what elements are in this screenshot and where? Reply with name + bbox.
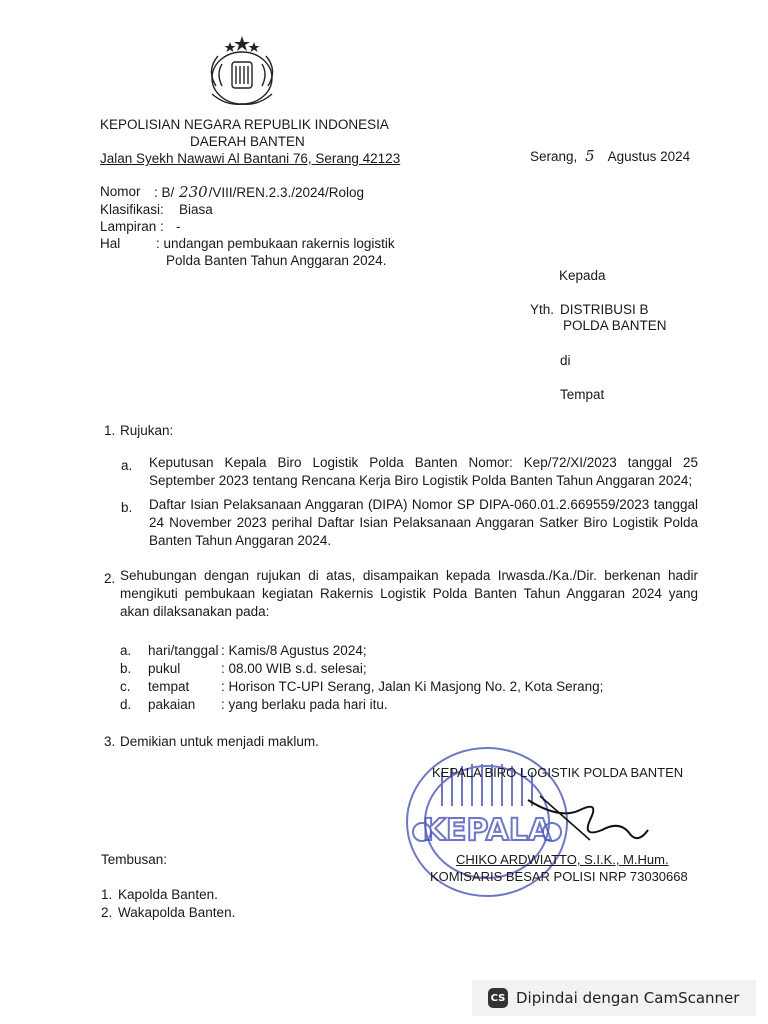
p3-text: Demikian untuk menjadi maklum.: [120, 734, 319, 749]
p1-title: Rujukan:: [120, 423, 174, 438]
klasifikasi-value: Biasa: [179, 202, 213, 217]
lampiran-label: Lampiran :: [100, 219, 164, 234]
hal-label: Hal: [100, 236, 121, 251]
addressee-line2: POLDA BANTEN: [563, 318, 667, 333]
detail-value-d: : yang berlaku pada hari itu.: [221, 697, 388, 712]
kepada-label: Kepada: [559, 268, 606, 283]
stamp-text: KEPALA: [422, 813, 552, 848]
handwritten-signature-icon: [520, 790, 660, 850]
detail-label-d: pakaian: [148, 697, 196, 712]
tembusan-item-1: Kapolda Banten.: [118, 887, 218, 902]
p3-number: 3.: [104, 734, 116, 749]
tembusan-item-2: Wakapolda Banten.: [118, 905, 236, 920]
police-emblem-icon: [196, 34, 288, 110]
tembusan-num-1: 1.: [101, 887, 113, 902]
date-month-year: Agustus 2024: [607, 149, 691, 164]
klasifikasi-label: Klasifikasi:: [100, 202, 164, 217]
detail-label-a: hari/tanggal: [148, 643, 219, 658]
detail-value-a: : Kamis/8 Agustus 2024;: [221, 643, 367, 658]
nomor-handwritten: 230: [179, 183, 208, 201]
tembusan-title: Tembusan:: [101, 852, 168, 867]
detail-value-c: : Horison TC-UPI Serang, Jalan Ki Masjong No. 2, Kota Serang;: [221, 679, 604, 694]
p1a-label: a.: [121, 458, 133, 473]
p1-number: 1.: [104, 423, 116, 438]
date-place: Serang,: [530, 149, 578, 164]
nomor-label: Nomor: [100, 184, 141, 199]
camscanner-logo-icon: CS: [488, 988, 508, 1008]
nomor-value: [154, 184, 364, 201]
detail-letter-d: d.: [120, 697, 132, 712]
di-label: di: [560, 353, 571, 368]
detail-letter-a: a.: [120, 643, 132, 658]
hal-value-line1: : undangan pembukaan rakernis logistik: [156, 236, 395, 251]
signatory-rank: KOMISARIS BESAR POLISI NRP 73030668: [430, 869, 688, 884]
p1a-text: Keputusan Kepala Biro Logistik Polda Banten Nomor: Kep/72/XI/2023 tanggal 25 September 2023 tentang Rencana Kerja Biro Logistik Polda Banten Tahun Anggaran 2024;: [149, 455, 698, 488]
p2-text: Sehubungan dengan rujukan di atas, disampaikan kepada Irwasda./Ka./Dir. berkenan hadir mengikuti pembukaan kegiatan Rakernis Logistik Polda Banten Tahun Anggaran 2024 yang akan dilaksanakan pada:: [120, 568, 698, 619]
camscanner-text: Dipindai dengan CamScanner: [516, 989, 740, 1007]
org-address: Jalan Syekh Nawawi Al Bantani 76, Serang 42123: [100, 151, 401, 166]
p1b-label: b.: [121, 500, 133, 515]
detail-value-b: : 08.00 WIB s.d. selesai;: [221, 661, 367, 676]
detail-label-b: pukul: [148, 661, 181, 676]
signatory-title: KEPALA BIRO LOGISTIK POLDA BANTEN: [432, 765, 684, 780]
p2-number: 2.: [104, 571, 116, 586]
detail-letter-b: b.: [120, 661, 132, 676]
tempat-label: Tempat: [560, 387, 605, 402]
org-name: KEPOLISIAN NEGARA REPUBLIK INDONESIA: [100, 117, 389, 132]
addressee-line1: DISTRIBUSI B: [560, 302, 649, 317]
hal-value-line2: Polda Banten Tahun Anggaran 2024.: [166, 253, 387, 268]
signatory-name: CHIKO ARDWIATTO, S.I.K., M.Hum.: [456, 852, 669, 867]
org-region: DAERAH BANTEN: [190, 134, 305, 149]
lampiran-value: -: [176, 219, 181, 234]
camscanner-watermark: [472, 980, 756, 1016]
nomor-suffix: /VIII/REN.2.3./2024/Rolog: [208, 185, 365, 200]
detail-label-c: tempat: [148, 679, 190, 694]
date-day-handwritten: 5: [585, 147, 595, 165]
p1b-text: Daftar Isian Pelaksanaan Anggaran (DIPA) Nomor SP DIPA-060.01.2.669559/2023 tanggal 24 November 2023 perihal Daftar Isian Pelaksanaan Anggaran Satker Biro Logistik Polda Banten Tahun Anggaran 2024.: [149, 497, 698, 548]
letter-date: [530, 148, 690, 165]
nomor-prefix: : B/: [154, 185, 175, 200]
yth-label: Yth.: [530, 302, 555, 317]
tembusan-num-2: 2.: [101, 905, 113, 920]
detail-letter-c: c.: [120, 679, 131, 694]
